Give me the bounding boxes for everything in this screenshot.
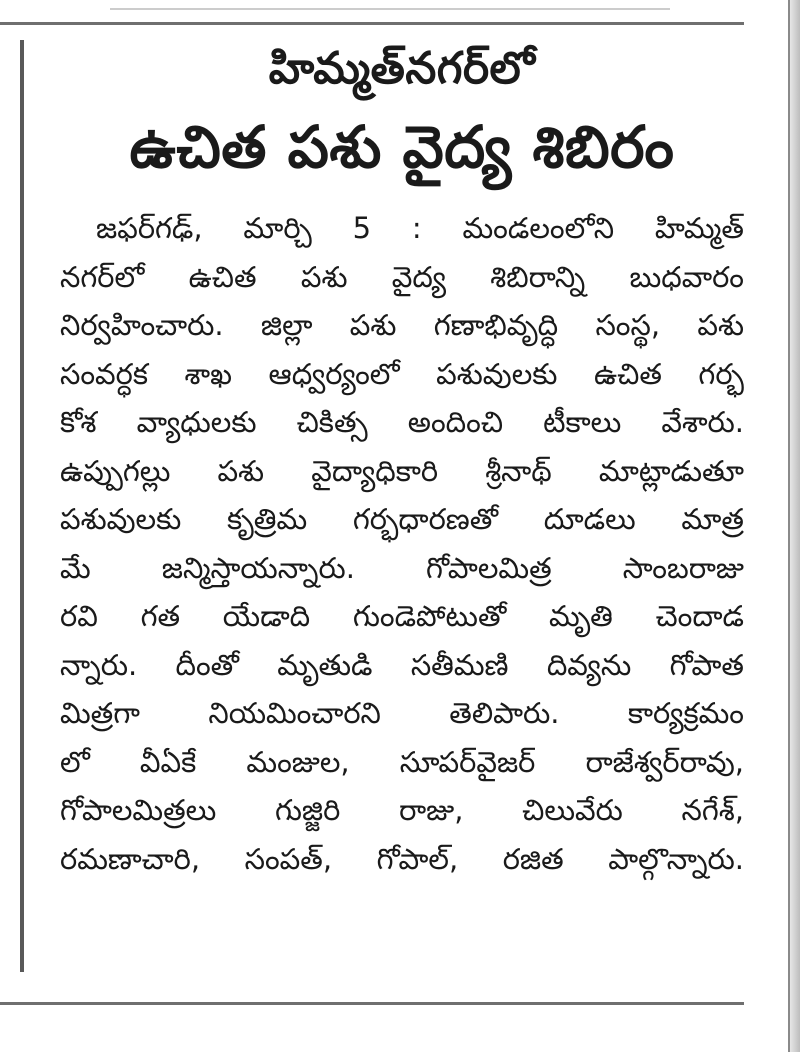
- article-body-line: సంవర్ధక శాఖ ఆధ్వర్యంలో పశువులకు ఉచిత గర్భ: [60, 356, 744, 391]
- article-body-line: న్నారు. దీంతో మృతుడి సతీమణి దివ్యను గోపాత: [60, 647, 744, 682]
- article-body: [60, 204, 744, 883]
- article-body-line: పశువులకు కృత్రిమ గర్భధారణతో దూడలు మాత్ర: [60, 502, 744, 536]
- article-body-line: లో వీఏకే మంజుల, సూపర్‌వైజర్‌ రాజేశ్వర్‌రావు,: [60, 744, 744, 779]
- article-body-line: ఉప్పుగల్లు పశు వైద్యాధికారి శ్రీనాథ్‌ మాట్లాడుతూ: [60, 453, 744, 488]
- article-kicker: హిమ్మత్‌నగర్‌లో: [268, 43, 536, 94]
- article-body-line: నగర్‌లో ఉచిత పశు వైద్య శిబిరాన్ని బుధవారం: [60, 259, 744, 294]
- article-body-line: గోపాలమిత్రలు గుజ్జిరి రాజు, చిలువేరు నగేశ్‌,: [60, 793, 744, 827]
- article-body-line: మిత్రగా నియమించారని తెలిపారు. కార్యక్రమం: [60, 696, 744, 730]
- article-body-line: కోశ వ్యాధులకు చికిత్స అందించి టీకాలు వేశారు.: [60, 405, 744, 439]
- article-body-line: జఫర్‌గఢ్‌, మార్చి 5 : మండలంలోని హిమ్మత్‌: [96, 211, 744, 245]
- top-divider-rule: [0, 22, 744, 25]
- column-left-rule: [20, 40, 24, 972]
- bottom-divider-rule: [0, 1002, 744, 1005]
- article-headline: ఉచిత పశు వైద్య శిబిరం: [129, 113, 675, 181]
- previous-article-edge: [110, 0, 670, 10]
- article-body-line: రమణాచారి, సంపత్‌, గోపాల్‌, రజిత పాల్గొన్నారు.: [60, 841, 744, 876]
- news-article: [60, 34, 744, 883]
- article-body-line: నిర్వహించారు. జిల్లా పశు గణాభివృద్ధి సంస్థ, పశు: [60, 308, 744, 342]
- article-body-line: రవి గత యేడాది గుండెపోటుతో మృతి చెందాడ: [60, 599, 744, 633]
- article-body-line: మే జన్మిస్తాయన్నారు. గోపాలమిత్ర సాంబరాజు: [60, 550, 744, 585]
- page-edge: [790, 0, 800, 1052]
